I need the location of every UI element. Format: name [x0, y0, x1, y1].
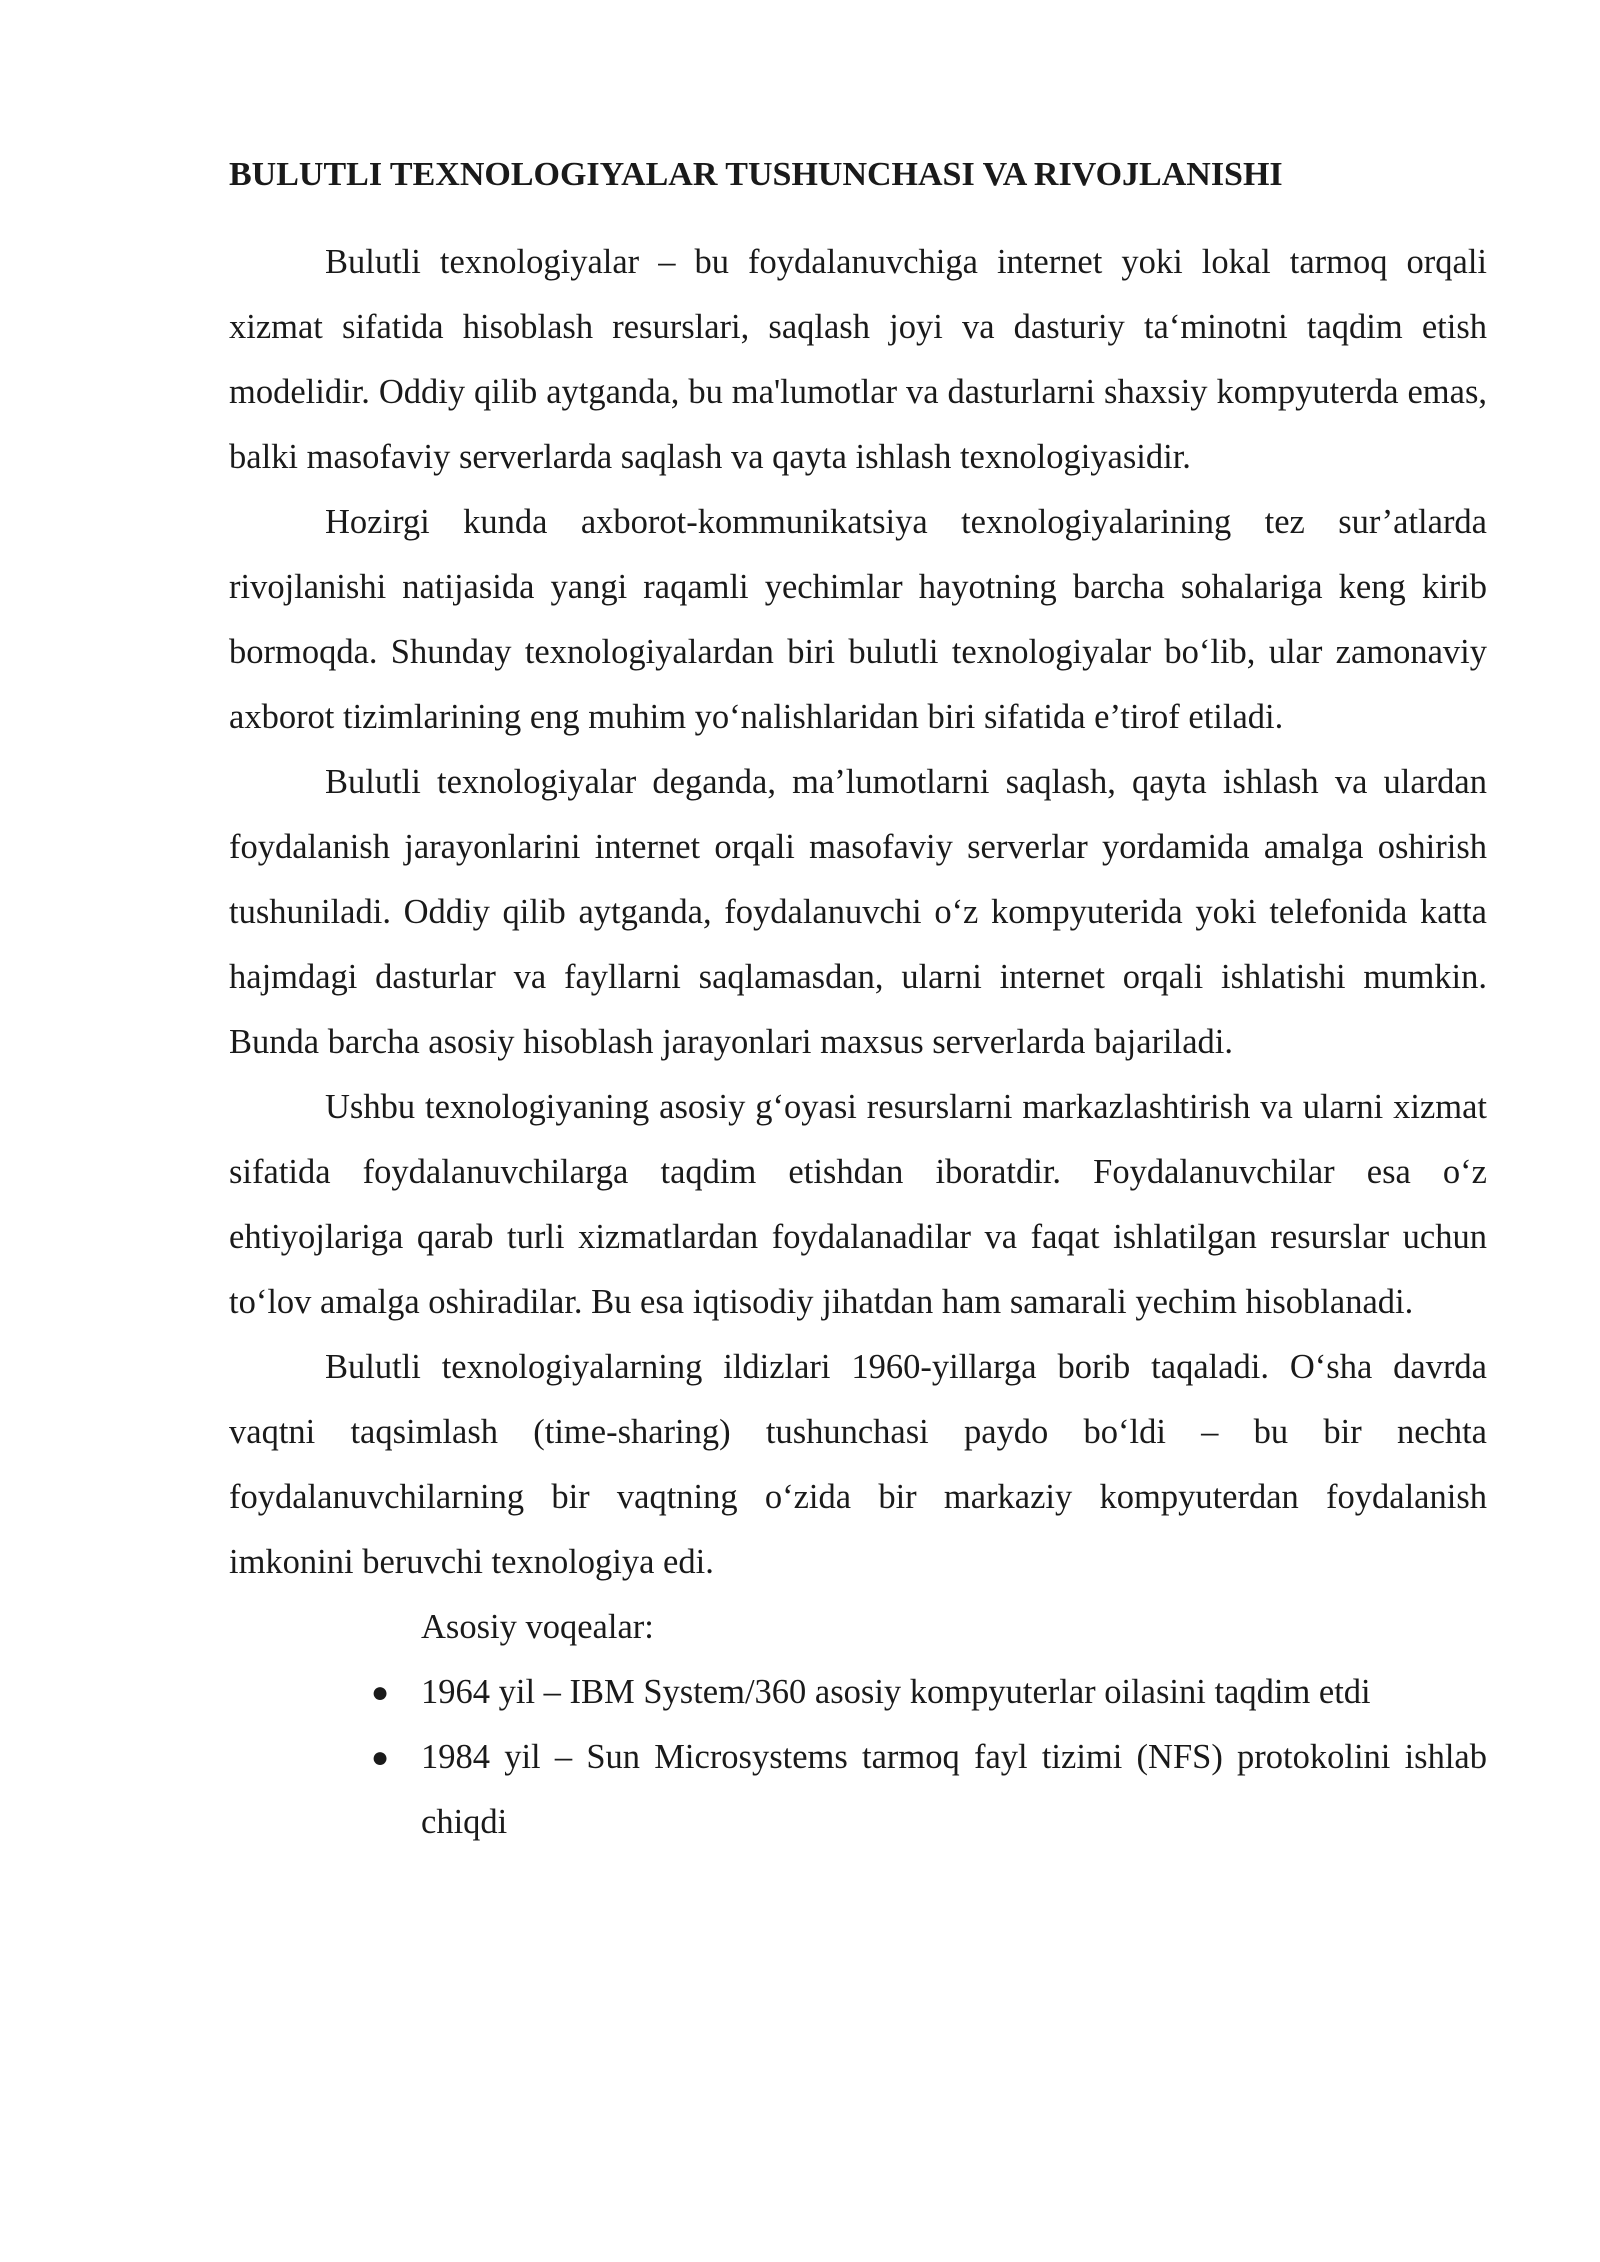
bullet-icon: ● [371, 1741, 390, 1774]
paragraph-definition: Bulutli texnologiyalar – bu foydalanuvchiga internet yoki lokal tarmoq orqali xizmat sifatida hisoblash resurslari, saqlash joyi va dasturiy ta‘minotni taqdim etish modelidir. Oddiy qilib aytganda, bu ma'lumotlar va dasturlarni shaxsiy kompyuterda emas, balki masofaviy serverlarda saqlash va qayta ishlash texnologiyasidir. [229, 243, 1487, 476]
list-item [229, 1660, 1487, 1725]
paragraph-meaning: Bulutli texnologiyalar deganda, ma’lumotlarni saqlash, qayta ishlash va ulardan foydalanish jarayonlarini internet orqali masofaviy serverlar yordamida amalga oshirish tushuniladi. Oddiy qilib aytganda, foydalanuvchi o‘z kompyuterida yoki telefonida katta hajmdagi dasturlar va fayllarni saqlamasdan, ularni internet orqali ishlatishi mumkin. Bunda barcha asosiy hisoblash jarayonlari maxsus serverlarda bajariladi. [229, 763, 1487, 1061]
bullet-icon: ● [371, 1676, 390, 1709]
paragraph-history: Bulutli texnologiyalarning ildizlari 1960-yillarga borib taqaladi. O‘sha davrda vaqtni taqsimlash (time-sharing) tushunchasi paydo bo‘ldi – bu bir nechta foydalanuvchilarning bir vaqtning o‘zida bir markaziy kompyuterdan foydalanish imkonini beruvchi texnologiya edi. [229, 1348, 1487, 1581]
document-title: BULUTLI TEXNOLOGIYALAR TUSHUNCHASI VA RIVOJLANISHI [229, 156, 1283, 193]
document-page [229, 150, 1487, 1855]
event-text: 1964 yil – IBM System/360 asosiy kompyuterlar oilasini taqdim etdi [421, 1673, 1371, 1711]
events-list-intro: Asosiy voqealar: [421, 1608, 654, 1646]
list-item [229, 1725, 1487, 1855]
events-list [229, 1660, 1487, 1855]
paragraph-main-idea: Ushbu texnologiyaning asosiy g‘oyasi resurslarni markazlashtirish va ularni xizmat sifatida foydalanuvchilarga taqdim etishdan iboratdir. Foydalanuvchilar esa o‘z ehtiyojlariga qarab turli xizmatlardan foydalanadilar va faqat ishlatilgan resurslar uchun to‘lov amalga oshiradilar. Bu esa iqtisodiy jihatdan ham samarali yechim hisoblanadi. [229, 1088, 1487, 1321]
paragraph-current-state: Hozirgi kunda axborot-kommunikatsiya texnologiyalarining tez sur’atlarda rivojlanishi natijasida yangi raqamli yechimlar hayotning barcha sohalariga keng kirib bormoqda. Shunday texnologiyalardan biri bulutli texnologiyalar bo‘lib, ular zamonaviy axborot tizimlarining eng muhim yo‘nalishlaridan biri sifatida e’tirof etiladi. [229, 503, 1487, 736]
event-text: 1984 yil – Sun Microsystems tarmoq fayl tizimi (NFS) protokolini ishlab chiqdi [421, 1738, 1487, 1841]
